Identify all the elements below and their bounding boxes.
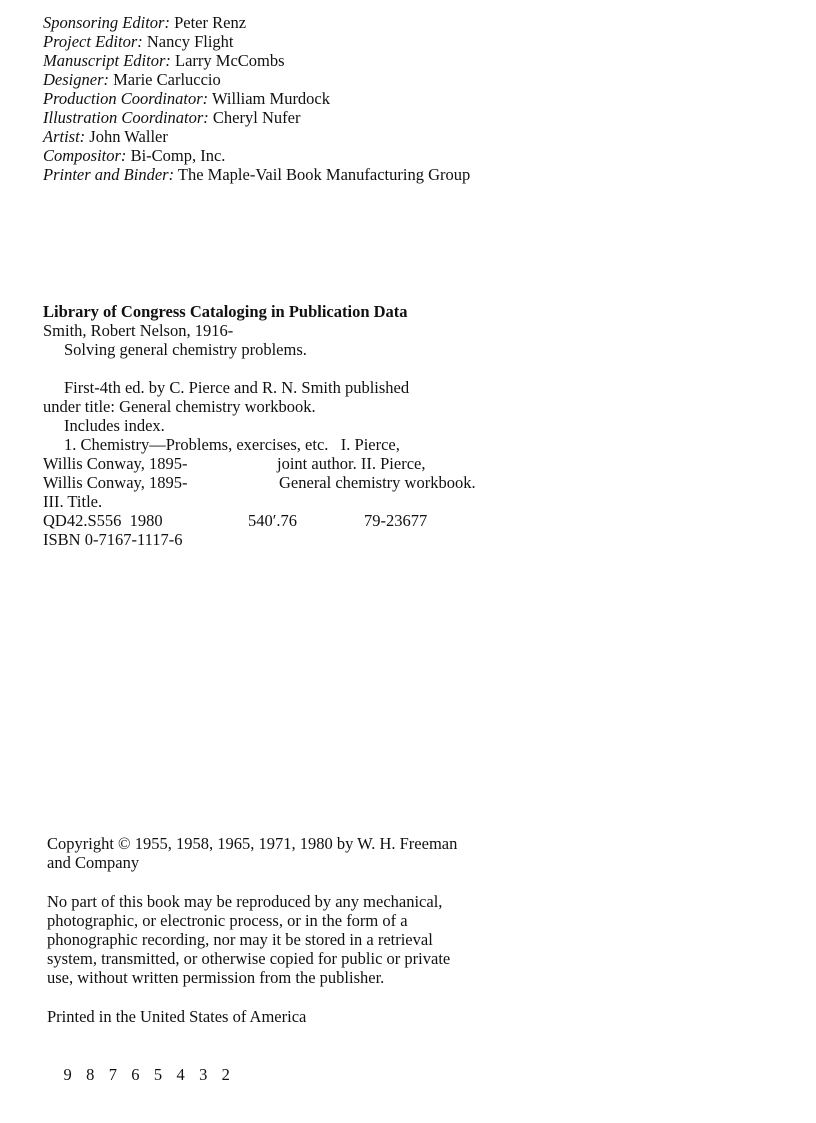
- credit-role: Sponsoring Editor:: [43, 13, 170, 32]
- credit-line: [43, 127, 470, 146]
- paragraph-gap: [47, 872, 457, 892]
- cip-lccn: 79-23677: [364, 511, 428, 530]
- credit-name: Nancy Flight: [146, 32, 234, 51]
- copyright-line: and Company: [47, 853, 140, 872]
- credit-role: Illustration Coordinator:: [43, 108, 209, 127]
- credit-role: Production Coordinator:: [43, 89, 209, 108]
- copyright-line: Copyright © 1955, 1958, 1965, 1971, 1980 by W. H. Freeman: [47, 834, 458, 853]
- cip-note: First-4th ed. by C. Pierce and R. N. Smith published: [64, 378, 410, 397]
- cip-spacer: [43, 359, 409, 378]
- cip-title: Solving general chemistry problems.: [64, 340, 307, 359]
- credit-name: Larry McCombs: [175, 51, 285, 70]
- credit-name: John Waller: [89, 127, 168, 146]
- rights-statement: [47, 892, 457, 987]
- cip-classification-row: [43, 511, 428, 530]
- credit-line: [43, 13, 470, 32]
- cip-subject: III. Title.: [43, 492, 103, 511]
- credit-line: [43, 89, 470, 108]
- credit-name: Cheryl Nufer: [212, 108, 301, 127]
- cip-note: under title: General chemistry workbook.: [43, 397, 316, 416]
- cip-call-number: QD42.S556 1980: [43, 511, 163, 530]
- credit-role: Designer:: [43, 70, 109, 89]
- printing-number: 4: [176, 1065, 185, 1084]
- paragraph-gap: [47, 1026, 457, 1046]
- credit-name: Marie Carluccio: [113, 70, 221, 89]
- credit-role: Project Editor:: [43, 32, 143, 51]
- credit-line: [43, 165, 470, 184]
- credits-list: [43, 13, 470, 184]
- cip-subject-right: General chemistry workbook.: [279, 473, 476, 492]
- rights-line: photographic, or electronic process, or in the form of a: [47, 911, 408, 930]
- printing-number: 9: [63, 1065, 72, 1084]
- printed-in: Printed in the United States of America: [47, 1007, 307, 1026]
- cip-subject-left: Willis Conway, 1895-: [43, 473, 188, 492]
- credit-role: Artist:: [43, 127, 86, 146]
- cip-dewey: 540′.76: [248, 511, 297, 530]
- paragraph-gap: [47, 987, 457, 1007]
- cip-subject-left: Willis Conway, 1895-: [43, 454, 188, 473]
- cip-data: [43, 302, 476, 549]
- credit-name: William Murdock: [211, 89, 331, 108]
- credit-line: [43, 108, 470, 127]
- rights-line: phonographic recording, nor may it be stored in a retrieval: [47, 930, 433, 949]
- cip-isbn: ISBN 0-7167-1117-6: [43, 530, 183, 549]
- cip-heading: Library of Congress Cataloging in Publication Data: [43, 302, 408, 321]
- printing-numbers: [47, 1046, 457, 1084]
- cip-subject-row: [43, 454, 426, 473]
- cip-subject-right: joint author. II. Pierce,: [277, 454, 426, 473]
- printing-number: 6: [131, 1065, 140, 1084]
- printing-number: 8: [86, 1065, 95, 1084]
- printing-number: 3: [199, 1065, 208, 1084]
- credit-line: [43, 32, 470, 51]
- cip-subject: 1. Chemistry—Problems, exercises, etc. I. Pierce,: [64, 435, 400, 454]
- credit-line: [43, 146, 470, 165]
- printing-number: 7: [108, 1065, 117, 1084]
- printing-number: 2: [221, 1065, 230, 1084]
- rights-line: No part of this book may be reproduced by any mechanical,: [47, 892, 443, 911]
- cip-author: Smith, Robert Nelson, 1916-: [43, 321, 234, 340]
- credit-role: Manuscript Editor:: [43, 51, 171, 70]
- copyright-block: [47, 834, 458, 1084]
- rights-line: system, transmitted, or otherwise copied for public or private: [47, 949, 451, 968]
- credit-name: Peter Renz: [174, 13, 247, 32]
- credit-role: Printer and Binder:: [43, 165, 175, 184]
- cip-subject-row: [43, 473, 476, 492]
- credit-line: [43, 51, 470, 70]
- credit-name: Bi-Comp, Inc.: [130, 146, 226, 165]
- rights-line: use, without written permission from the publisher.: [47, 968, 385, 987]
- credit-line: [43, 70, 470, 89]
- credit-role: Compositor:: [43, 146, 127, 165]
- credit-name: The Maple-Vail Book Manufacturing Group: [177, 165, 471, 184]
- cip-note: Includes index.: [64, 416, 165, 435]
- printing-number: 5: [153, 1065, 163, 1084]
